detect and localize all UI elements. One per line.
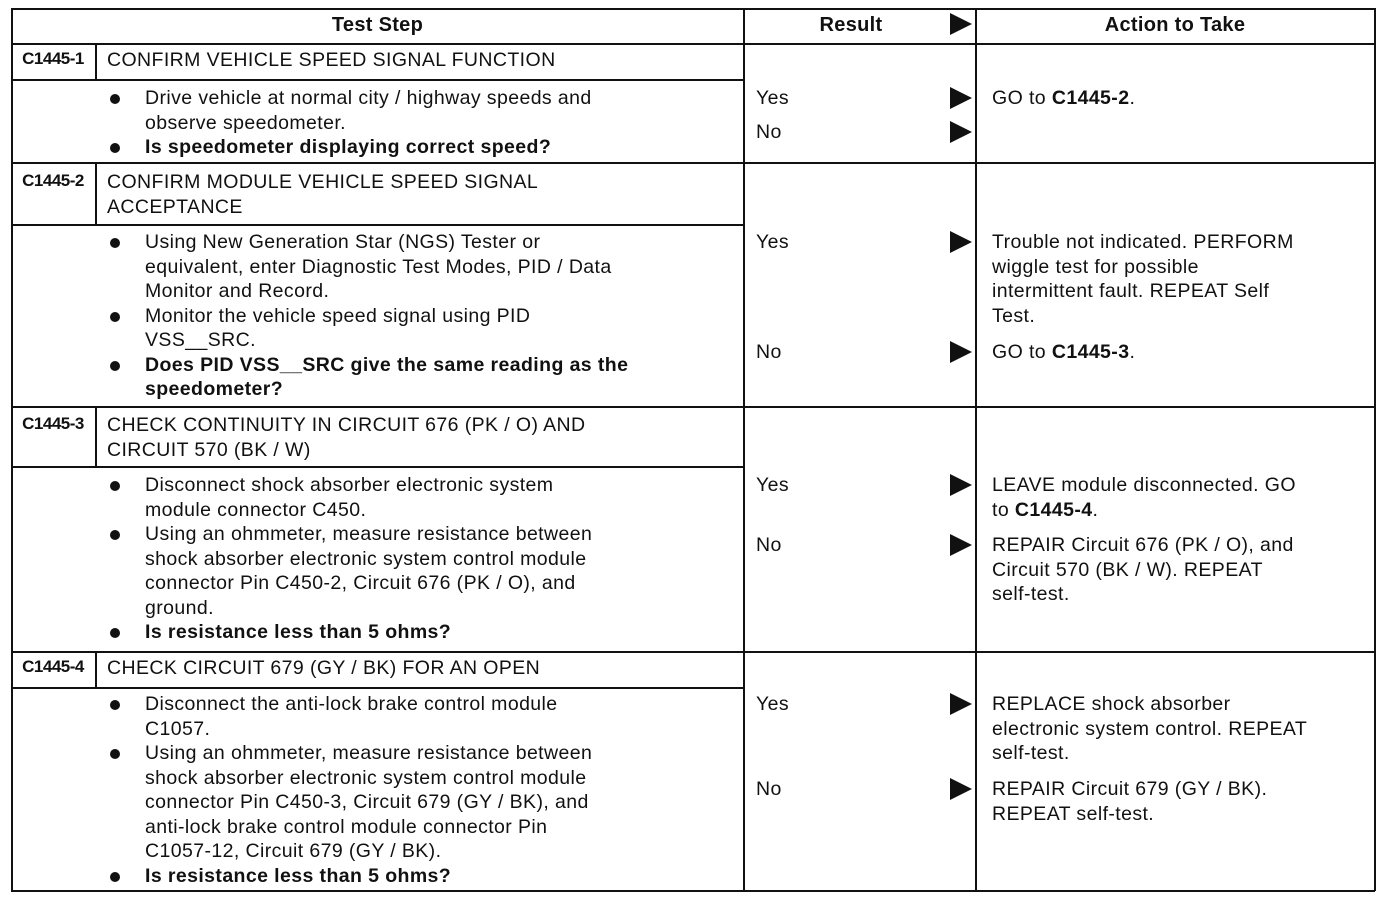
- result-no: No: [756, 778, 782, 800]
- step-instruction: Using an ohmmeter, measure resistance between: [145, 523, 593, 545]
- step-id-divider: [95, 406, 97, 467]
- result-no: No: [756, 534, 782, 556]
- step-question: Is resistance less than 5 ohms?: [145, 864, 452, 887]
- result-yes: Yes: [756, 474, 790, 496]
- step-id: C1445-1: [22, 49, 84, 68]
- action-text-part: REPAIR Circuit 676 (PK / O), and: [992, 534, 1294, 556]
- action-text: [992, 473, 1296, 498]
- action-text-part: electronic system control. REPEAT: [992, 717, 1308, 740]
- step-id-divider: [95, 43, 97, 80]
- action-text-part: Circuit 570 (BK / W). REPEAT: [992, 558, 1263, 581]
- step-instruction: Using New Generation Star (NGS) Tester or: [145, 231, 541, 253]
- action-text-part: GO to: [992, 87, 1052, 109]
- bullet-icon: [110, 530, 120, 540]
- arrow-icon: [950, 474, 972, 496]
- step-id-divider: [95, 162, 97, 225]
- action-text: [992, 533, 1294, 558]
- action-text: [992, 279, 1269, 304]
- table-border-top: [11, 8, 1375, 10]
- step-instruction: VSS__SRC.: [145, 329, 256, 351]
- step-instruction: Drive vehicle at normal city / highway speeds and: [145, 87, 592, 109]
- step-question: Is resistance less than 5 ohms?: [145, 621, 452, 643]
- bullet-icon: [110, 872, 120, 882]
- action-text-part: Trouble not indicated. PERFORM: [992, 231, 1294, 253]
- action-text: [992, 255, 1199, 280]
- step-title: CHECK CONTINUITY IN CIRCUIT 676 (PK / O) AND: [107, 414, 586, 436]
- title-divider: [11, 687, 743, 689]
- action-text: [992, 340, 1135, 365]
- header-divider: [11, 43, 1375, 45]
- header-test-step: Test Step: [331, 14, 424, 36]
- arrow-icon: [950, 693, 972, 715]
- bullet-icon: [110, 361, 120, 371]
- action-text-part: .: [1092, 498, 1099, 521]
- result-yes: Yes: [756, 693, 790, 715]
- action-text-part: to: [992, 498, 1015, 521]
- table-border-bottom: [11, 890, 1375, 892]
- action-text-part: REPLACE shock absorber: [992, 693, 1231, 715]
- step-instruction: anti-lock brake control module connector Pin: [145, 815, 548, 838]
- result-no: No: [756, 341, 782, 363]
- step-id: C1445-2: [22, 171, 84, 190]
- header-arrow-icon: [950, 13, 972, 35]
- bullet-icon: [110, 749, 120, 759]
- step-instruction: shock absorber electronic system control module: [145, 766, 587, 789]
- bullet-icon: [110, 143, 120, 153]
- action-text: [992, 802, 1154, 827]
- step-reference: C1445-4: [1014, 498, 1093, 521]
- arrow-icon: [950, 341, 972, 363]
- step-title: ACCEPTANCE: [107, 195, 243, 218]
- step-instruction: equivalent, enter Diagnostic Test Modes, PID / Data: [145, 255, 612, 278]
- header-result: Result: [819, 14, 883, 36]
- step-instruction: Monitor the vehicle speed signal using PID: [145, 304, 531, 327]
- result-yes: Yes: [756, 87, 790, 109]
- step-instruction: connector Pin C450-3, Circuit 679 (GY / BK), and: [145, 791, 589, 813]
- table-border-left: [11, 8, 13, 891]
- action-text-part: .: [1129, 87, 1136, 109]
- title-divider: [11, 79, 743, 81]
- column-divider-action: [975, 8, 977, 891]
- action-text: [992, 558, 1263, 583]
- action-text: [992, 717, 1307, 742]
- step-instruction: Using an ohmmeter, measure resistance between: [145, 742, 593, 764]
- step-instruction: C1057.: [145, 717, 211, 740]
- action-text-part: REPEAT self-test.: [992, 802, 1155, 825]
- action-text: [992, 498, 1098, 523]
- step-instruction: Disconnect the anti-lock brake control module: [145, 693, 558, 715]
- action-text-part: intermittent fault. REPEAT Self: [992, 280, 1270, 302]
- step-reference: C1445-3: [1051, 341, 1130, 363]
- header-action: Action to Take: [1104, 14, 1246, 36]
- bullet-icon: [110, 94, 120, 104]
- arrow-icon: [950, 121, 972, 143]
- action-text: [992, 741, 1070, 766]
- action-text: [992, 777, 1267, 802]
- action-text: [992, 304, 1035, 329]
- step-instruction: ground.: [145, 596, 214, 619]
- step-title: CONFIRM VEHICLE SPEED SIGNAL FUNCTION: [107, 49, 556, 71]
- action-text-part: self-test.: [992, 583, 1070, 605]
- title-divider: [11, 224, 743, 226]
- action-text-part: GO to: [992, 341, 1052, 363]
- arrow-icon: [950, 87, 972, 109]
- action-text: [992, 86, 1135, 111]
- bullet-icon: [110, 312, 120, 322]
- action-text: [992, 692, 1231, 717]
- step-question: Is speedometer displaying correct speed?: [145, 136, 552, 158]
- step-instruction: Disconnect shock absorber electronic system: [145, 474, 554, 496]
- action-text-part: .: [1129, 341, 1136, 363]
- step-instruction: observe speedometer.: [145, 111, 346, 134]
- table-border-right: [1374, 8, 1376, 891]
- section-divider: [11, 406, 1375, 408]
- action-text: [992, 230, 1294, 255]
- step-title: CONFIRM MODULE VEHICLE SPEED SIGNAL: [107, 171, 539, 193]
- step-instruction: connector Pin C450-2, Circuit 676 (PK / O), and: [145, 572, 576, 594]
- result-no: No: [756, 121, 782, 143]
- bullet-icon: [110, 700, 120, 710]
- arrow-icon: [950, 534, 972, 556]
- step-title: CHECK CIRCUIT 679 (GY / BK) FOR AN OPEN: [107, 657, 541, 679]
- arrow-icon: [950, 231, 972, 253]
- action-text-part: self-test.: [992, 742, 1070, 764]
- result-yes: Yes: [756, 231, 790, 253]
- bullet-icon: [110, 238, 120, 248]
- action-text-part: REPAIR Circuit 679 (GY / BK).: [992, 778, 1268, 800]
- step-instruction: Monitor and Record.: [145, 280, 330, 302]
- step-id-divider: [95, 651, 97, 688]
- step-question: Does PID VSS__SRC give the same reading as the: [145, 353, 629, 376]
- step-instruction: module connector C450.: [145, 498, 367, 521]
- step-id: C1445-4: [22, 657, 84, 676]
- step-question: speedometer?: [145, 378, 284, 400]
- action-text-part: wiggle test for possible: [992, 255, 1199, 278]
- step-reference: C1445-2: [1051, 87, 1130, 109]
- column-divider-result: [743, 8, 745, 891]
- step-instruction: C1057-12, Circuit 679 (GY / BK).: [145, 840, 442, 862]
- step-title: CIRCUIT 570 (BK / W): [107, 438, 311, 461]
- action-text-part: LEAVE module disconnected. GO: [992, 474, 1296, 496]
- step-instruction: shock absorber electronic system control module: [145, 547, 587, 570]
- section-divider: [11, 651, 1375, 653]
- bullet-icon: [110, 481, 120, 491]
- action-text: [992, 582, 1070, 607]
- action-text-part: Test.: [992, 304, 1036, 327]
- section-divider: [11, 162, 1375, 164]
- title-divider: [11, 466, 743, 468]
- step-id: C1445-3: [22, 414, 84, 433]
- bullet-icon: [110, 628, 120, 638]
- arrow-icon: [950, 778, 972, 800]
